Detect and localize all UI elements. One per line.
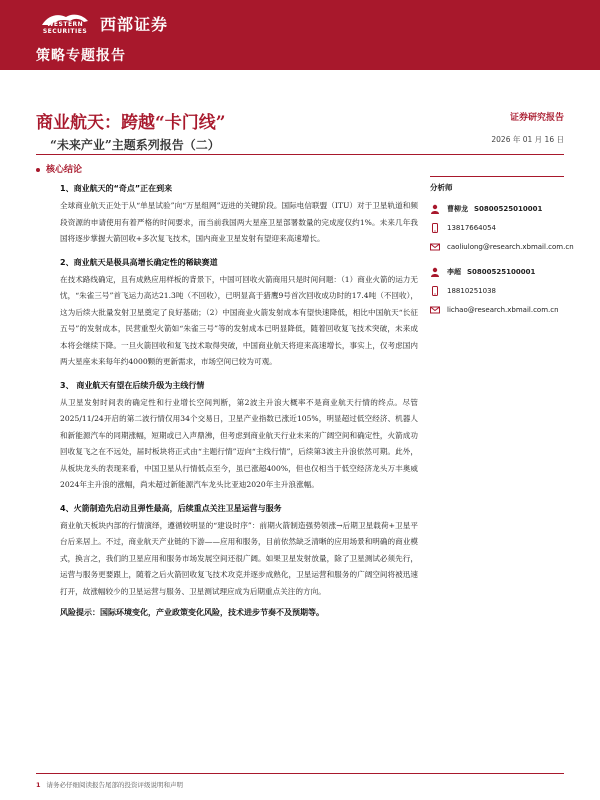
logo-mark (36, 11, 94, 35)
section-paragraph: 全球商业航天正处于从“单星试验”向“万星组网”迈进的关键阶段。国际电信联盟（ITU）对于卫星轨道和频段资源的申请使用有着严格的时间要求，而当前我国两大星座卫星部署数量的完成度仅约1%。未来几年我国将逐步掌握大箭回收+多次复飞技术，国内商业卫星发射有望迎来高速增长。 (60, 201, 418, 243)
analyst-name-row (430, 262, 564, 281)
bullet-icon (36, 168, 40, 172)
section-title: 4、火箭制造先启动且弹性最高，后续重点关注卫星运营与服务 (60, 503, 282, 513)
phone-icon (430, 286, 440, 296)
mail-icon (430, 305, 440, 315)
title-divider (36, 154, 564, 155)
report-title: 商业航天：跨越“卡门线” (36, 113, 226, 133)
core-conclusion-heading (36, 162, 82, 175)
mail-icon (430, 242, 440, 252)
analyst-phone: 18810251038 (447, 286, 496, 295)
main-content (60, 180, 418, 620)
analyst-phone-row (430, 281, 564, 300)
analyst-email-row[interactable] (430, 237, 574, 256)
risk-warning: 风险提示：国际环境变化，产业政策变化风险，技术进步节奏不及预期等。 (60, 608, 324, 617)
report-category: 证券研究报告 (509, 113, 564, 123)
phone-icon (430, 223, 440, 233)
analyst-name-row (430, 199, 564, 218)
analyst-email-row[interactable] (430, 300, 564, 319)
report-subtitle: “未来产业”主题系列报告（二） (50, 138, 220, 152)
analyst-email[interactable]: caoliulong@research.xbmail.com.cn (447, 242, 574, 251)
section-paragraph: 商业航天板块内部的行情演绎，遵循较明显的“建设时序”：前期火箭制造强势领涨→后期卫星载荷+卫星平台后来居上。不过，商业航天产业链的下游——应用和服务，目前依然缺乏清晰的应用场景和明确的商业模式，换言之，我们的卫星应用和服务市场发展空间还很广阔。如果卫星发射放量，除了卫星测试必须先行，运营与服务更要跟上，随着之后火箭回收复飞技术攻克并逐步成熟化，卫星运营和服务的广阔空间将被迅速打开，故涨幅较少的卫星运营与服务、卫星测试理应成为后期重点关注的方向。 (60, 520, 418, 596)
company-logo (36, 10, 168, 36)
footer-divider (36, 773, 564, 774)
section-title: 1、商业航天的“奇点”正在到来 (60, 184, 173, 193)
analyst-panel-title: 分析师 (430, 183, 453, 192)
report-type: 策略专题报告 (36, 48, 126, 64)
logo-chinese: 西部证券 (100, 14, 169, 34)
analyst-license: S0800525010001 (474, 204, 543, 213)
person-icon (430, 204, 440, 214)
section-paragraph: 从卫星发射时间表的确定性和行业增长空间判断，第2波主升浪大概率不是商业航天行情的终点。尽管2025/11/24开启的第二波行情仅用34个交易日，卫星产业指数已涨近105%，明显超过低空经济、机器人和新能源汽车的同期涨幅，短期或已入声鼎沸，但考虑到商业航天行业未来的广阔空间和确定性，火箭成功回收复飞之在不远处，届时板块将正式由“主题行情”迈向“主线行情”，后续第3波主升浪依然可期。此外，从板块龙头的表现来看，中国卫星从行情低点至今，虽已涨超400%，但也仅相当于低空经济龙头万丰奥威2024年主升浪的涨幅，尚未超过新能源汽车龙头比亚迪2020年主升浪涨幅。 (60, 397, 418, 489)
section-title: 2、商业航天是极具高增长确定性的稀缺赛道 (60, 257, 218, 267)
logo-english: WESTERN SECURITIES (42, 21, 88, 35)
section-paragraph: 在技术路线确定，且有成熟应用样板的背景下，中国可回收火箭商用只是时间问题：（1）商业火箭的运力无忧，“朱雀三号”首飞运力高达21.3吨（不回收），已明显高于猎鹰9号首次回收成功时的17.4吨（不回收），这为后续大批量发射卫星奠定了良好基础；（2）中国商业火箭发射成本有望快速降低，相比中国航天“长征五号”的发射成本，民营重型火箭如“朱雀三号”等的发射成本已明显降低，随着回收复飞技术突破，未来成本将会继续下降。一旦火箭回收和复飞技术取得突破，中国商业航天将迎来高速增长，事实上，仅考虑国内两大星座未来每年约4000颗的更新需求，市场空间已较为可观。 (60, 274, 418, 366)
analyst-name: 曹柳龙 (447, 204, 468, 213)
section-title: 3、 商业航天有望在后续升级为主线行情 (60, 380, 205, 390)
analyst-name: 李超 (447, 267, 461, 276)
page-footer (36, 780, 183, 789)
report-date: 2026 年 01 月 16 日 (491, 135, 564, 144)
analyst-phone: 13817664054 (447, 223, 496, 232)
analyst-email[interactable]: lichao@research.xbmail.com.cn (447, 305, 559, 314)
analyst-phone-row (430, 218, 564, 237)
analyst-license: S0800525100001 (467, 267, 536, 276)
page-number: 1 (36, 781, 41, 789)
report-header (0, 0, 600, 70)
core-conclusion-label: 核心结论 (46, 165, 83, 175)
analyst-panel (430, 176, 574, 319)
footer-disclaimer: 请务必仔细阅读报告尾部的投资评级说明和声明 (46, 781, 184, 789)
person-icon (430, 267, 440, 277)
